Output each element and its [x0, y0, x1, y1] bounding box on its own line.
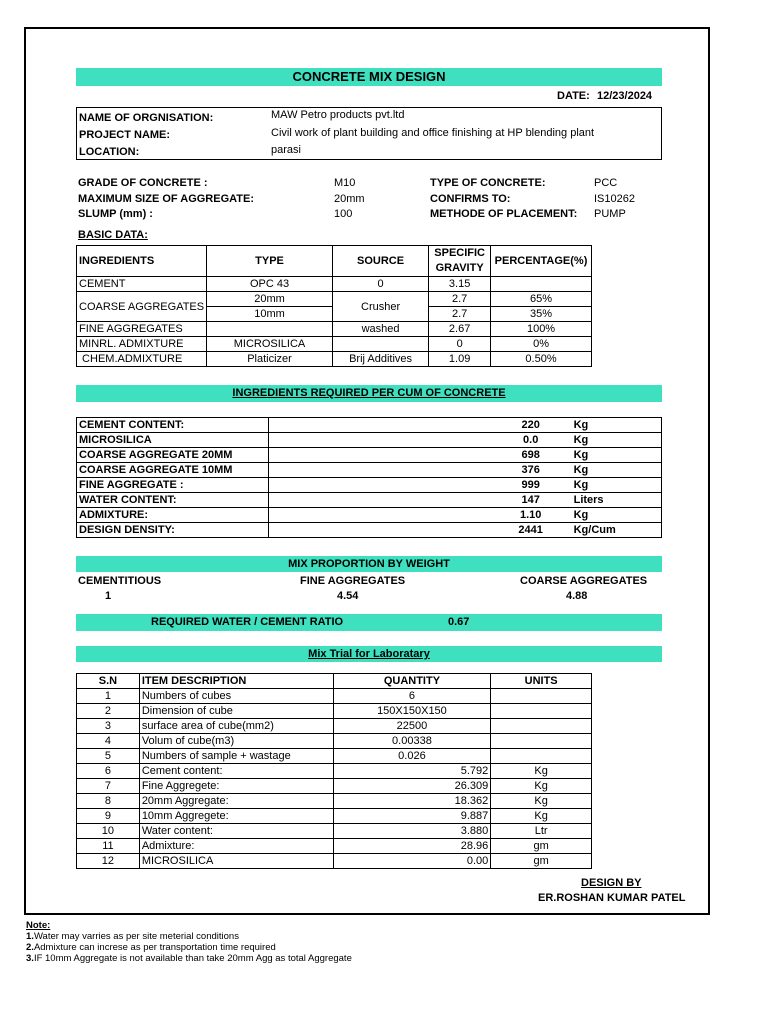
cell-gravity: 3.15 — [429, 277, 491, 292]
ingredient-spacer — [268, 433, 489, 448]
cell-sn: 6 — [77, 764, 140, 779]
table-row — [77, 463, 662, 478]
cell-quantity: 0.026 — [333, 749, 491, 764]
ingredient-spacer — [268, 418, 489, 433]
ingredient-value: 1.10 — [490, 508, 572, 523]
cell-source — [332, 337, 428, 352]
header-ingredients: INGREDIENTS — [77, 246, 207, 277]
header-specific-gravity: SPECIFIC GRAVITY — [429, 246, 491, 277]
cell-quantity: 9.887 — [333, 809, 491, 824]
table-row — [77, 448, 662, 463]
table-row — [77, 794, 592, 809]
cell-quantity: 5.792 — [333, 764, 491, 779]
table-row — [77, 839, 592, 854]
table-row — [77, 292, 592, 307]
date-value: 12/23/2024 — [597, 90, 653, 102]
mix-proportion-band — [76, 556, 662, 572]
project-name-label: PROJECT NAME: — [79, 129, 171, 141]
ingredient-spacer — [268, 463, 489, 478]
cell-unit — [491, 704, 592, 719]
cell-quantity: 3.880 — [333, 824, 491, 839]
header-sn: S.N — [77, 674, 140, 689]
cell-ingredient: MINRL. ADMIXTURE — [77, 337, 207, 352]
table-row — [77, 824, 592, 839]
table-row — [77, 854, 592, 869]
cell-sn: 10 — [77, 824, 140, 839]
header-item: ITEM DESCRIPTION — [139, 674, 333, 689]
grade-value: M10 — [334, 177, 356, 189]
cell-source: Crusher — [332, 292, 428, 322]
table-row — [77, 418, 662, 433]
ingredient-name: COARSE AGGREGATE 10MM — [77, 463, 269, 478]
cell-sn: 3 — [77, 719, 140, 734]
cell-source: 0 — [332, 277, 428, 292]
cell-gravity: 1.09 — [429, 352, 491, 367]
ingredient-value: 698 — [490, 448, 572, 463]
placement-label: METHODE OF PLACEMENT: — [430, 208, 578, 220]
table-row — [77, 337, 592, 352]
cell-unit: gm — [491, 839, 592, 854]
mix-trial-band — [76, 646, 662, 662]
page-title: CONCRETE MIX DESIGN — [292, 69, 446, 84]
cell-sn: 1 — [77, 689, 140, 704]
ingredient-spacer — [268, 523, 489, 538]
ingredient-name: FINE AGGREGATE : — [77, 478, 269, 493]
location-value: parasi — [271, 144, 301, 156]
cell-item: Volum of cube(m3) — [139, 734, 333, 749]
cell-item: 10mm Aggregete: — [139, 809, 333, 824]
cell-quantity: 18.362 — [333, 794, 491, 809]
org-name-label: NAME OF ORGNISATION: — [79, 112, 214, 124]
wc-ratio-label: REQUIRED WATER / CEMENT RATIO — [151, 616, 344, 628]
ingredient-unit: Kg — [572, 463, 662, 478]
basic-header-row — [77, 246, 592, 277]
confirms-label: CONFIRMS TO: — [430, 193, 511, 205]
title-band — [76, 68, 662, 86]
table-row — [77, 478, 662, 493]
cell-sn: 5 — [77, 749, 140, 764]
ingredient-value: 376 — [490, 463, 572, 478]
cell-percentage: 100% — [491, 322, 592, 337]
cell-percentage: 0% — [491, 337, 592, 352]
slump-value: 100 — [334, 208, 353, 220]
cell-quantity: 22500 — [333, 719, 491, 734]
table-row — [77, 433, 662, 448]
table-row — [77, 719, 592, 734]
cell-unit — [491, 734, 592, 749]
ingredient-unit: Kg — [572, 433, 662, 448]
cell-ingredient: CEMENT — [77, 277, 207, 292]
cell-sn: 12 — [77, 854, 140, 869]
cell-sn: 7 — [77, 779, 140, 794]
cell-sn: 9 — [77, 809, 140, 824]
cell-ingredient: FINE AGGREGATES — [77, 322, 207, 337]
max-size-label: MAXIMUM SIZE OF AGGREGATE: — [78, 193, 254, 205]
cell-unit: Kg — [491, 779, 592, 794]
fine-aggregates-label: FINE AGGREGATES — [300, 575, 406, 587]
header-type: TYPE — [207, 246, 333, 277]
table-row — [77, 508, 662, 523]
ingredient-spacer — [268, 508, 489, 523]
placement-value: PUMP — [594, 208, 626, 220]
cell-gravity: 2.67 — [429, 322, 491, 337]
note-item: 1.Water may varries as per site meterial conditions — [26, 931, 239, 942]
cell-item: Dimension of cube — [139, 704, 333, 719]
table-row — [77, 689, 592, 704]
cell-type: MICROSILICA — [207, 337, 333, 352]
max-size-value: 20mm — [334, 193, 365, 205]
cell-unit: gm — [491, 854, 592, 869]
cell-item: Fine Aggregete: — [139, 779, 333, 794]
wc-ratio-band — [76, 614, 662, 631]
cell-quantity: 28.96 — [333, 839, 491, 854]
note-item: 3.IF 10mm Aggregate is not available than take 20mm Agg as total Aggregate — [26, 953, 352, 964]
notes-section — [26, 920, 352, 964]
ingredient-unit: Kg — [572, 478, 662, 493]
table-row — [77, 352, 592, 367]
ingredient-unit: Kg — [572, 418, 662, 433]
cell-unit — [491, 689, 592, 704]
cell-quantity: 0.00338 — [333, 734, 491, 749]
cell-sn: 11 — [77, 839, 140, 854]
cell-type: Platicizer — [207, 352, 333, 367]
table-row — [77, 749, 592, 764]
ingredients-table — [76, 417, 662, 538]
header-units: UNITS — [491, 674, 592, 689]
table-row — [77, 779, 592, 794]
cell-unit: Kg — [491, 764, 592, 779]
cell-item: Numbers of cubes — [139, 689, 333, 704]
table-row — [77, 523, 662, 538]
notes-heading: Note: — [26, 920, 51, 931]
ingredient-unit: Kg/Cum — [572, 523, 662, 538]
cell-percentage: 35% — [491, 307, 592, 322]
cell-percentage: 0.50% — [491, 352, 592, 367]
cell-item: 20mm Aggregate: — [139, 794, 333, 809]
table-row — [77, 704, 592, 719]
ingredient-name: CEMENT CONTENT: — [77, 418, 269, 433]
cell-item: MICROSILICA — [139, 854, 333, 869]
mix-trial-heading: Mix Trial for Laboratary — [308, 648, 430, 660]
ingredient-value: 0.0 — [490, 433, 572, 448]
cell-item: surface area of cube(mm2) — [139, 719, 333, 734]
design-by-label: DESIGN BY — [581, 877, 642, 889]
wc-ratio-value: 0.67 — [448, 616, 470, 628]
cell-type: 10mm — [207, 307, 333, 322]
slump-label: SLUMP (mm) : — [78, 208, 153, 220]
table-row — [77, 809, 592, 824]
header-source: SOURCE — [332, 246, 428, 277]
cementitious-value: 1 — [105, 590, 112, 602]
ingredient-name: DESIGN DENSITY: — [77, 523, 269, 538]
organisation-box — [76, 107, 662, 160]
cell-sn: 2 — [77, 704, 140, 719]
cell-sn: 8 — [77, 794, 140, 809]
ingredient-unit: Liters — [572, 493, 662, 508]
cell-unit — [491, 719, 592, 734]
cementitious-label: CEMENTITIOUS — [78, 575, 162, 587]
cell-sn: 4 — [77, 734, 140, 749]
cell-ingredient: COARSE AGGREGATES — [77, 292, 207, 322]
ingredient-value: 220 — [490, 418, 572, 433]
cell-unit — [491, 749, 592, 764]
mix-trial-table — [76, 673, 592, 869]
project-name-value: Civil work of plant building and office finishing at HP blending plant — [271, 127, 595, 139]
cell-unit: Ltr — [491, 824, 592, 839]
ingredient-value: 147 — [490, 493, 572, 508]
ingredient-spacer — [268, 448, 489, 463]
cell-item: Admixture: — [139, 839, 333, 854]
table-row — [77, 493, 662, 508]
ingredient-unit: Kg — [572, 508, 662, 523]
cell-quantity: 150X150X150 — [333, 704, 491, 719]
cell-percentage — [491, 277, 592, 292]
cell-unit: Kg — [491, 809, 592, 824]
cell-quantity: 6 — [333, 689, 491, 704]
cell-type: 20mm — [207, 292, 333, 307]
cell-quantity: 26.309 — [333, 779, 491, 794]
concrete-type-label: TYPE OF CONCRETE: — [430, 177, 546, 189]
table-row — [77, 322, 592, 337]
ingredient-name: COARSE AGGREGATE 20MM — [77, 448, 269, 463]
ingredient-spacer — [268, 478, 489, 493]
cell-quantity: 0.00 — [333, 854, 491, 869]
location-label: LOCATION: — [79, 146, 140, 158]
ingredient-value: 2441 — [490, 523, 572, 538]
confirms-value: IS10262 — [594, 193, 635, 205]
basic-data-heading: BASIC DATA: — [78, 229, 148, 241]
table-row — [77, 277, 592, 292]
header-percentage: PERCENTAGE(%) — [491, 246, 592, 277]
ingredient-name: ADMIXTURE: — [77, 508, 269, 523]
grade-label: GRADE OF CONCRETE : — [78, 177, 208, 189]
cell-item: Numbers of sample + wastage — [139, 749, 333, 764]
cell-ingredient: CHEM.ADMIXTURE — [77, 352, 207, 367]
org-name-value: MAW Petro products pvt.ltd — [271, 109, 405, 121]
cell-item: Cement content: — [139, 764, 333, 779]
date-label: DATE: — [557, 90, 590, 102]
ingredients-heading-band — [76, 385, 662, 402]
cell-item: Water content: — [139, 824, 333, 839]
mix-proportion-heading: MIX PROPORTION BY WEIGHT — [288, 558, 450, 570]
cell-gravity: 2.7 — [429, 307, 491, 322]
trial-header-row — [77, 674, 592, 689]
table-row — [77, 764, 592, 779]
table-row — [77, 734, 592, 749]
ingredient-name: MICROSILICA — [77, 433, 269, 448]
concrete-type-value: PCC — [594, 177, 618, 189]
header-quantity: QUANTITY — [333, 674, 491, 689]
cell-type: OPC 43 — [207, 277, 333, 292]
ingredient-spacer — [268, 493, 489, 508]
ingredient-name: WATER CONTENT: — [77, 493, 269, 508]
cell-source: washed — [332, 322, 428, 337]
ingredients-heading: INGREDIENTS REQUIRED PER CUM OF CONCRETE — [232, 387, 506, 399]
coarse-aggregates-value: 4.88 — [566, 590, 588, 602]
ingredient-unit: Kg — [572, 448, 662, 463]
designer-name: ER.ROSHAN KUMAR PATEL — [538, 892, 686, 904]
cell-unit: Kg — [491, 794, 592, 809]
fine-aggregates-value: 4.54 — [337, 590, 359, 602]
cell-gravity: 0 — [429, 337, 491, 352]
cell-percentage: 65% — [491, 292, 592, 307]
cell-gravity: 2.7 — [429, 292, 491, 307]
note-item: 2.Admixture can increse as per transportation time required — [26, 942, 276, 953]
cell-source: Brij Additives — [332, 352, 428, 367]
cell-type — [207, 322, 333, 337]
basic-data-table — [76, 245, 592, 367]
ingredient-value: 999 — [490, 478, 572, 493]
coarse-aggregates-label: COARSE AGGREGATES — [520, 575, 648, 587]
